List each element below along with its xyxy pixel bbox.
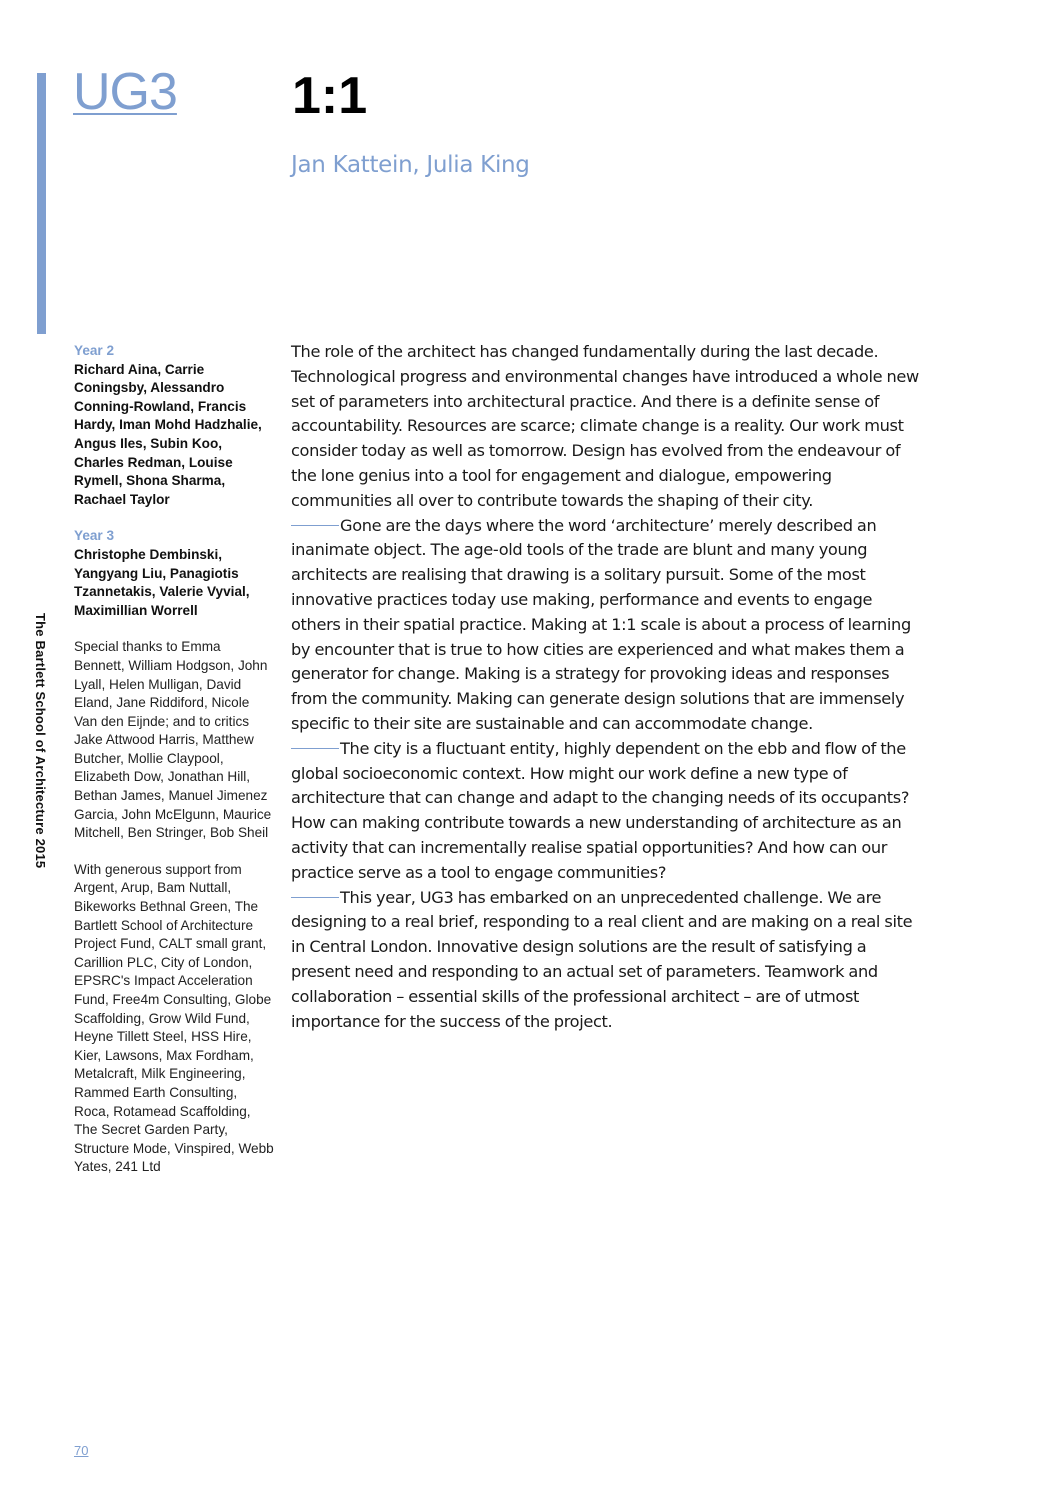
paragraph: The city is a fluctuant entity, highly dependent on the ebb and flow of the global socioeconomic context. How might our work define a new type of architecture that can change and adapt to the changing needs of its occupants? How can making contribute towards a new understanding of architecture as an activity that can incrementally realise spatial opportunities? And how can our practice serve as a tool to engage communities? xyxy=(291,738,910,882)
tutors-heading: Jan Kattein, Julia King xyxy=(291,152,530,178)
paragraph: This year, UG3 has embarked on an unprecedented challenge. We are designing to a real brief, responding to a real client and are making on a real site in Central London. Innovative design solutions are the result of satisfying a present need and responding to an actual set of parameters. Teamwork and collaboration – essential skills of the professional architect – are of utmost importance for the success of the project. xyxy=(291,887,913,1031)
page-number-link[interactable]: 70 xyxy=(74,1443,89,1458)
year2-block xyxy=(74,342,274,509)
sponsors: With generous support from Argent, Arup, Bam Nuttall, Bikeworks Bethnal Green, The Bartlett School of Architecture Project Fund, CALT small grant, Carillion PLC, City of London, EPSRC's Impact Acceleration Fund, Free4m Consulting, Globe Scaffolding, Grow Wild Fund, Heyne Tillett Steel, HSS Hire, Kier, Lawsons, Max Fordham, Metalcraft, Milk Engineering, Rammed Earth Consulting, Roca, Rotamead Scaffolding, The Secret Garden Party, Structure Mode, Vinspired, Webb Yates, 241 Ltd xyxy=(74,861,274,1175)
indent-rule xyxy=(291,525,339,526)
body-text xyxy=(291,340,921,1034)
year2-label: Year 2 xyxy=(74,343,115,358)
accent-bar xyxy=(37,73,46,334)
year3-block xyxy=(74,527,274,620)
paragraph: The role of the architect has changed fundamentally during the last decade. Technological progress and environmental changes have introduced a whole new set of parameters into architectural practice. And there is a definite sense of accountability. Resources are scarce; climate change is a reality. Our work must consider today as well as tomorrow. Design has evolved from the endeavour of the lone genius into a tool for engagement and dialogue, empowering communities all over to contribute towards the shaping of their city. xyxy=(291,342,919,510)
indent-rule xyxy=(291,897,339,898)
publication-label: The Bartlett School of Architecture 2015 xyxy=(33,613,48,869)
year3-label: Year 3 xyxy=(74,528,115,544)
year2-students: Richard Aina, Carrie Coningsby, Alessandro Conning-Rowland, Francis Hardy, Iman Mohd Hadzhalie, Angus Iles, Subin Koo, Charles Redman, Louise Rymell, Shona Sharma, Rachael Taylor xyxy=(74,361,262,507)
page-title: 1:1 xyxy=(292,67,368,125)
year3-students: Christophe Dembinski, Yangyang Liu, Panagiotis Tzannetakis, Valerie Vyvial, Maximillian Worrell xyxy=(74,546,250,618)
unit-code-link[interactable]: UG3 xyxy=(73,63,177,121)
special-thanks: Special thanks to Emma Bennett, William Hodgson, John Lyall, Helen Mulligan, David Eland, Jane Riddiford, Nicole Van den Eijnde; and to critics Jake Attwood Harris, Matthew Butcher, Mollie Claypool, Elizabeth Dow, Jonathan Hill, Bethan James, Manuel Jimenez Garcia, John McElgunn, Maurice Mitchell, Ben Stringer, Bob Sheil xyxy=(74,639,272,841)
paragraph: Gone are the days where the word ‘architecture’ merely described an inanimate object. The age-old tools of the trade are blunt and many young architects are realising that drawing is a solitary pursuit. Some of the most innovative practices today use making, performance and events to engage others in their spatial practice. Making at 1:1 scale is about a process of learning by encounter that is true to how cities are experienced and what makes them a generator for change. Making is a strategy for provoking ideas and responses from the community. Making can generate design solutions that are immensely specific to their site are sustainable and can accommodate change. xyxy=(291,515,911,733)
indent-rule xyxy=(291,748,339,749)
sidebar-credits xyxy=(74,342,274,1195)
